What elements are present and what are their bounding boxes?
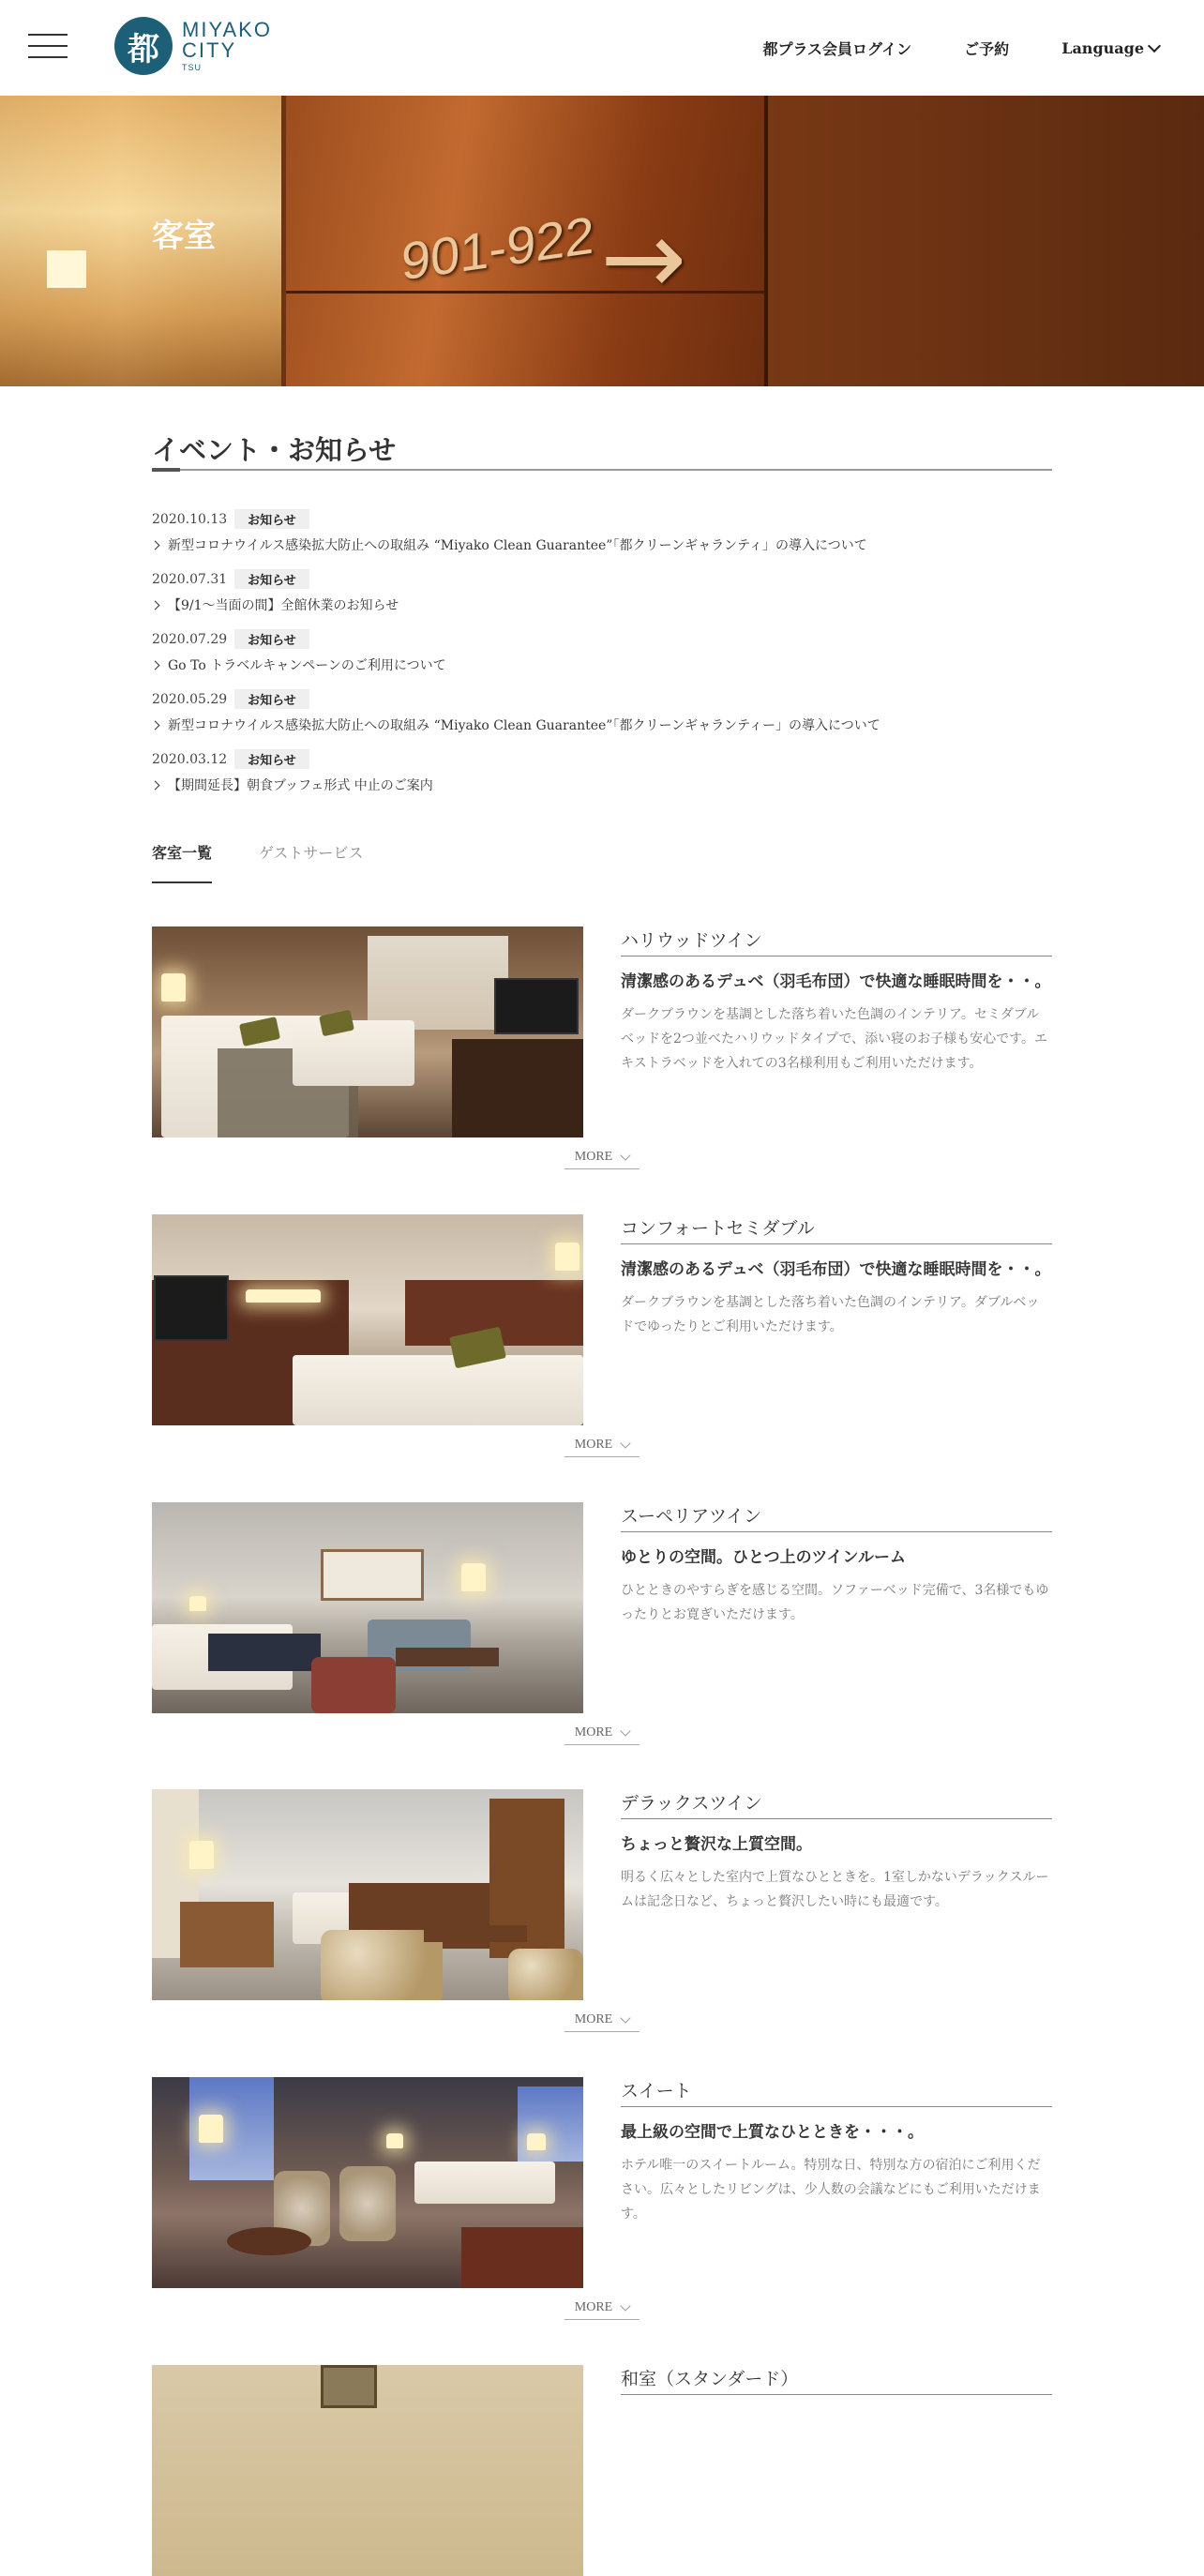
room-photo[interactable] (152, 1789, 583, 2000)
room-name: スーペリアツイン (621, 1502, 1052, 1532)
room-name: コンフォートセミダブル (621, 1214, 1052, 1244)
page-title: 客室 (152, 218, 216, 255)
news-tag: お知らせ (234, 509, 309, 529)
reserve-link[interactable]: ご予約 (964, 40, 1010, 58)
more-button[interactable] (564, 2012, 640, 2032)
room-name: スイート (621, 2077, 1052, 2107)
room-desc: ひとときのやすらぎを感じる空間。ソファーベッド完備で、3名様でもゆったりとお寛ぎいただけます。 (621, 1583, 1049, 1622)
logo[interactable] (114, 17, 272, 75)
more-label: MORE (574, 1438, 613, 1452)
news-link[interactable] (152, 595, 1052, 614)
room-desc: 明るく広々とした室内で上質なひとときを。1室しかないデラックスルームは記念日など、ちょっと贅沢したい時にも最適です。 (621, 1870, 1049, 1909)
room-photo[interactable] (152, 926, 583, 1137)
news-link[interactable] (152, 776, 1052, 794)
news-tag: お知らせ (234, 629, 309, 649)
chevron-down-icon (621, 2012, 631, 2023)
room-photo[interactable] (152, 1502, 583, 1713)
menu-icon[interactable] (28, 34, 68, 62)
news-date: 2020.05.29 (152, 691, 228, 707)
header-nav (762, 38, 1159, 59)
more-label: MORE (574, 2012, 613, 2026)
more-button[interactable] (564, 1438, 640, 1457)
tab-guest-service[interactable]: ゲストサービス (259, 844, 364, 862)
more-button[interactable] (564, 1725, 640, 1745)
room-info (621, 2077, 1052, 2226)
news-item (152, 629, 1052, 689)
logo-line1: MIYAKO (182, 18, 272, 41)
chevron-right-icon (151, 600, 160, 610)
chevron-down-icon (621, 2300, 631, 2311)
room-catch: ゆとりの空間。ひとつ上のツインルーム (621, 1548, 907, 1567)
chevron-down-icon (1148, 38, 1161, 52)
room-photo[interactable] (152, 1214, 583, 1425)
member-login-link[interactable]: 都プラス会員ログイン (762, 40, 912, 58)
hero-room-sign: 901-922 (401, 204, 594, 292)
site-header (0, 0, 1204, 96)
chevron-right-icon (151, 720, 160, 730)
room-info (621, 2365, 1052, 2395)
news-date: 2020.10.13 (152, 511, 228, 527)
chevron-right-icon (151, 540, 160, 550)
news-text: 新型コロナウイルス感染拡大防止への取組み “Miyako Clean Guarantee”「都クリーンギャランティー」の導入について (168, 718, 880, 733)
news-heading: イベント・お知らせ (152, 434, 397, 466)
hero-door-seam (286, 291, 764, 294)
chevron-down-icon (621, 1438, 631, 1448)
more-button[interactable] (564, 2300, 640, 2320)
room-info (621, 1502, 1052, 1627)
room-desc: ホテル唯一のスイートルーム。特別な日、特別な方の宿泊にご利用ください。広々としたリビングは、少人数の会議などにもご利用いただけます。 (621, 2158, 1041, 2222)
news-list (152, 509, 1052, 809)
arrow-right-icon: → (600, 198, 687, 318)
logo-text (182, 20, 272, 72)
logo-mark: 都 (114, 17, 173, 75)
room-info (621, 1789, 1052, 1914)
news-text: 【9/1～当面の間】全館休業のお知らせ (168, 598, 399, 613)
more-label: MORE (574, 2300, 613, 2314)
news-tag: お知らせ (234, 749, 309, 769)
tab-room-list[interactable]: 客室一覧 (152, 841, 212, 883)
news-date: 2020.07.29 (152, 631, 228, 647)
logo-line3: TSU (182, 63, 202, 72)
chevron-right-icon (151, 780, 160, 790)
hero-door-edge (764, 96, 768, 386)
hero-banner (0, 96, 1204, 386)
room-name: ハリウッドツイン (621, 926, 1052, 957)
room-catch: 清潔感のあるデュベ（羽毛布団）で快適な睡眠時間を・・。 (621, 1260, 1051, 1279)
news-divider (152, 469, 1052, 471)
logo-line2: CITY (182, 38, 237, 62)
room-desc: ダークブラウンを基調とした落ち着いた色調のインテリア。ダブルベッドでゆったりとご利用いただけます。 (621, 1295, 1040, 1334)
news-text: 新型コロナウイルス感染拡大防止への取組み “Miyako Clean Guarantee”「都クリーンギャランティ」の導入について (168, 538, 867, 553)
hero-corridor-image (0, 96, 281, 386)
chevron-right-icon (151, 660, 160, 670)
room-photo[interactable] (152, 2077, 583, 2288)
room-name: 和室（スタンダード） (621, 2365, 1052, 2395)
news-link[interactable] (152, 655, 1052, 674)
news-date: 2020.07.31 (152, 571, 228, 587)
room-catch: ちょっと贅沢な上質空間。 (621, 1835, 812, 1854)
more-label: MORE (574, 1725, 613, 1740)
room-desc: ダークブラウンを基調とした落ち着いた色調のインテリア。セミダブルベッドを2つ並べたハリウッドタイプで、添い寝のお子様も安心です。エキストラベッドを入れての3名様利用もご利用いただけます。 (621, 1007, 1047, 1071)
news-item (152, 569, 1052, 629)
language-label: Language (1061, 39, 1144, 57)
chevron-down-icon (621, 1150, 631, 1160)
news-date: 2020.03.12 (152, 751, 228, 767)
room-catch: 清潔感のあるデュベ（羽毛布団）で快適な睡眠時間を・・。 (621, 972, 1051, 991)
news-link[interactable] (152, 716, 1052, 734)
room-photo[interactable] (152, 2365, 583, 2576)
news-text: Go To トラベルキャンペーンのご利用について (168, 658, 446, 673)
news-item (152, 689, 1052, 749)
news-tag: お知らせ (234, 689, 309, 709)
room-catch: 最上級の空間で上質なひとときを・・・。 (621, 2123, 924, 2142)
news-tag: お知らせ (234, 569, 309, 589)
room-info (621, 926, 1052, 1076)
hero-corridor-light (47, 250, 86, 288)
news-item (152, 749, 1052, 809)
news-text: 【期間延長】朝食ブッフェ形式 中止のご案内 (168, 778, 433, 793)
more-label: MORE (574, 1150, 613, 1164)
news-item (152, 509, 1052, 569)
more-button[interactable] (564, 1150, 640, 1169)
chevron-down-icon (621, 1725, 631, 1736)
room-tabs (152, 841, 363, 883)
language-selector[interactable] (1061, 38, 1159, 59)
room-info (621, 1214, 1052, 1339)
news-link[interactable] (152, 535, 1052, 554)
room-name: デラックスツイン (621, 1789, 1052, 1819)
